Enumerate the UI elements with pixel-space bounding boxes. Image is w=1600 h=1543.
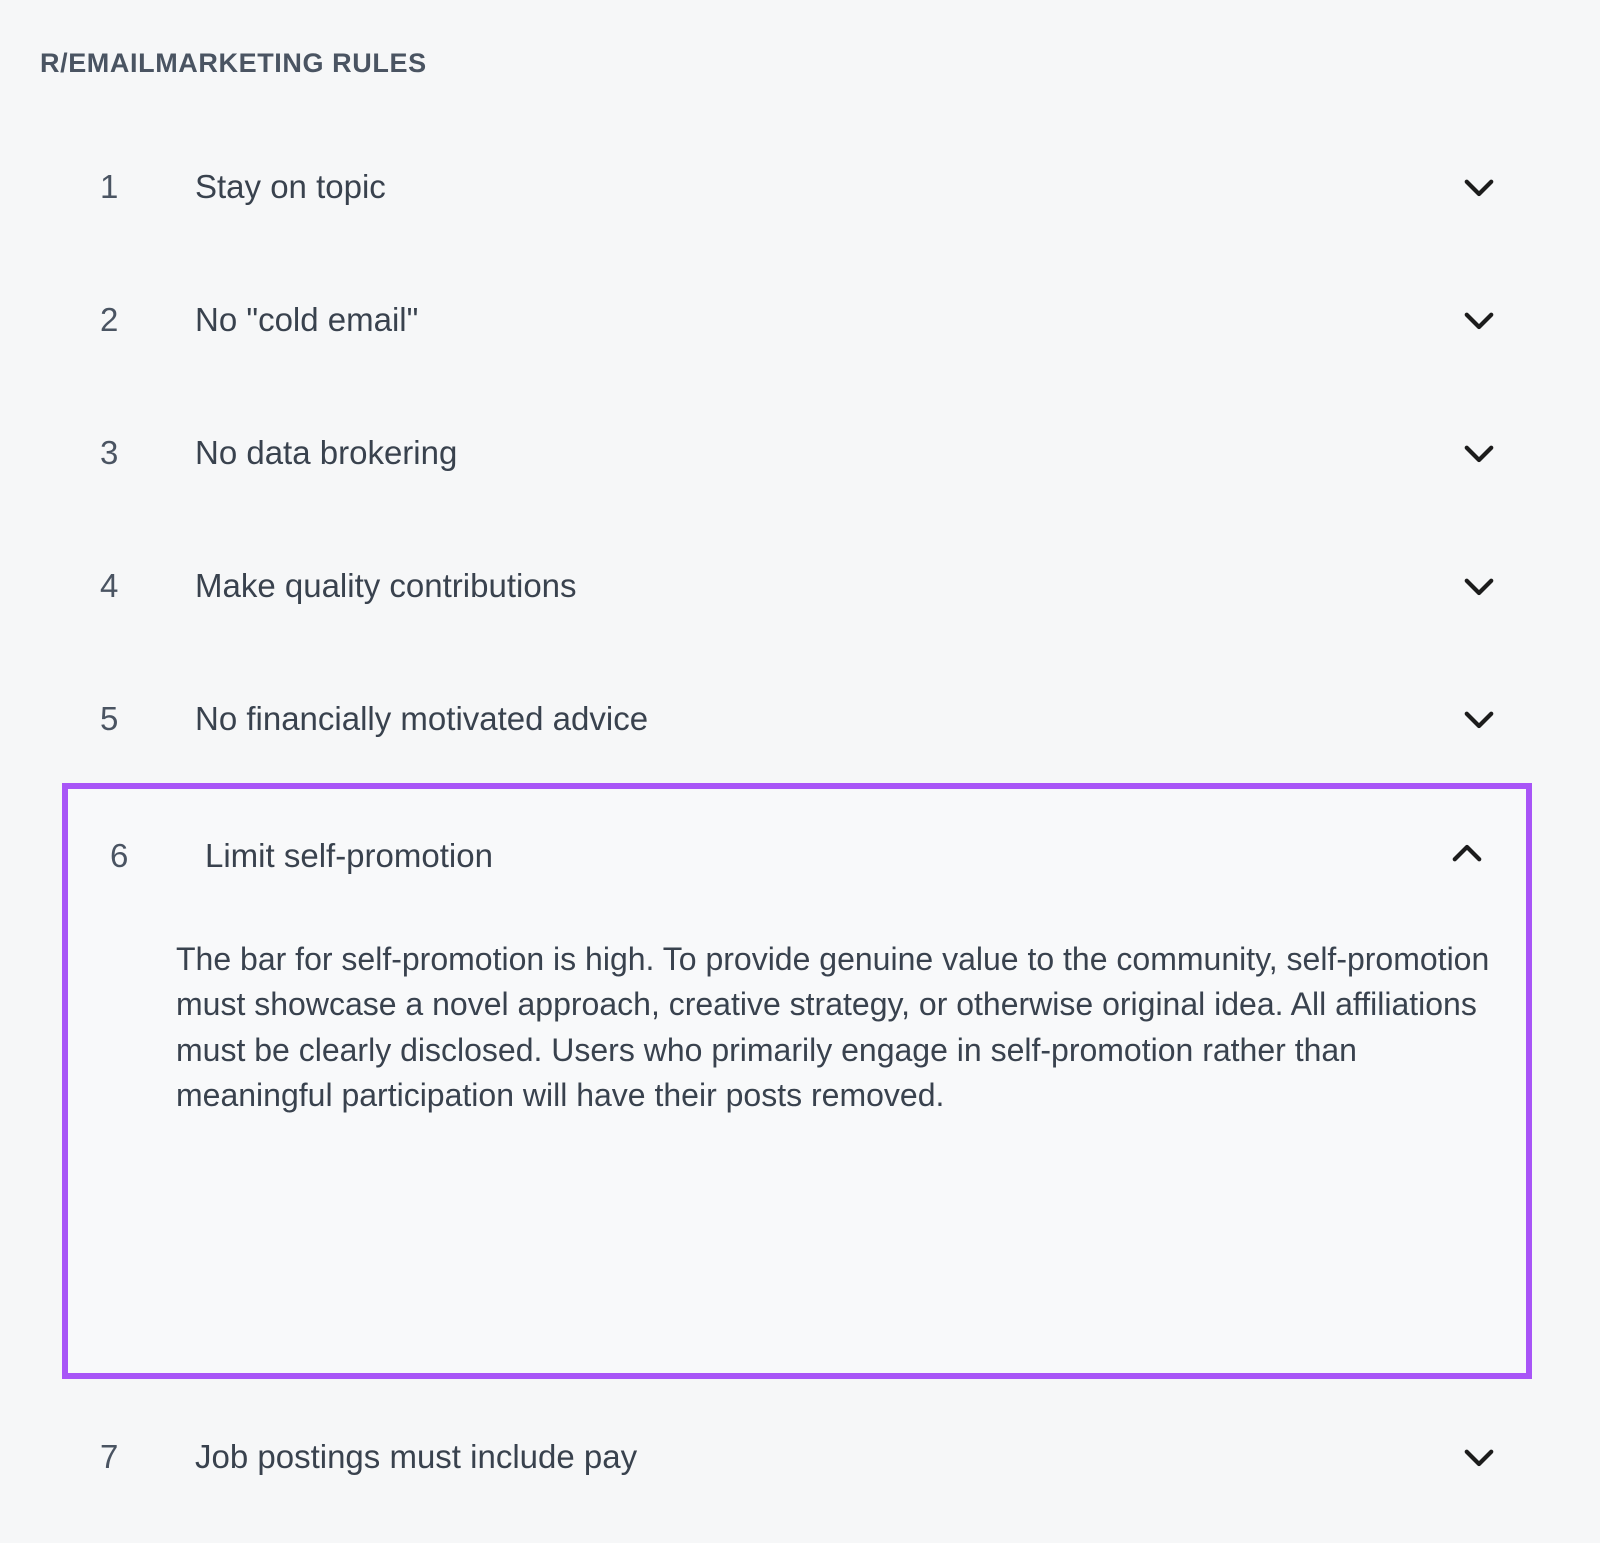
rule-item-2[interactable]	[0, 253, 1600, 386]
chevron-down-icon[interactable]	[1458, 1436, 1500, 1478]
rule-label: No financially motivated advice	[195, 700, 649, 737]
rule-item-7[interactable]	[0, 1390, 1600, 1523]
rule-number: 3	[100, 434, 119, 471]
rule-item-4[interactable]	[0, 519, 1600, 652]
rule-number: 7	[100, 1438, 119, 1475]
rule-item-5[interactable]	[0, 652, 1600, 785]
rule-number: 1	[100, 168, 119, 205]
rule-item-3[interactable]	[0, 386, 1600, 519]
chevron-down-icon[interactable]	[1458, 299, 1500, 341]
rules-list	[0, 120, 1600, 785]
rule-item-1[interactable]	[0, 120, 1600, 253]
chevron-down-icon[interactable]	[1458, 432, 1500, 474]
rule-label: Limit self-promotion	[205, 837, 493, 874]
rule-label: No data brokering	[195, 434, 458, 471]
rule-label: Stay on topic	[195, 168, 386, 205]
rule-number: 6	[110, 837, 129, 874]
rule-label: Job postings must include pay	[195, 1438, 638, 1475]
chevron-down-icon[interactable]	[1458, 698, 1500, 740]
page-title: R/EMAILMARKETING RULES	[40, 48, 427, 78]
rule-label: No "cold email"	[195, 301, 419, 338]
chevron-up-icon[interactable]	[1446, 833, 1488, 875]
rule-item-6-expanded[interactable]	[62, 783, 1532, 1379]
rule-header[interactable]	[68, 789, 1526, 922]
rule-number: 5	[100, 700, 119, 737]
rule-description: The bar for self-promotion is high. To provide genuine value to the community, self-promotion must showcase a novel approach, creative strategy, or otherwise original idea. All affiliations must be clearly disclosed. Users who primarily engage in self-promotion rather than meaningful participation will have their posts removed.	[176, 941, 1490, 1114]
rule-number: 4	[100, 567, 119, 604]
chevron-down-icon[interactable]	[1458, 166, 1500, 208]
rule-number: 2	[100, 301, 119, 338]
chevron-down-icon[interactable]	[1458, 565, 1500, 607]
rule-label: Make quality contributions	[195, 567, 577, 604]
